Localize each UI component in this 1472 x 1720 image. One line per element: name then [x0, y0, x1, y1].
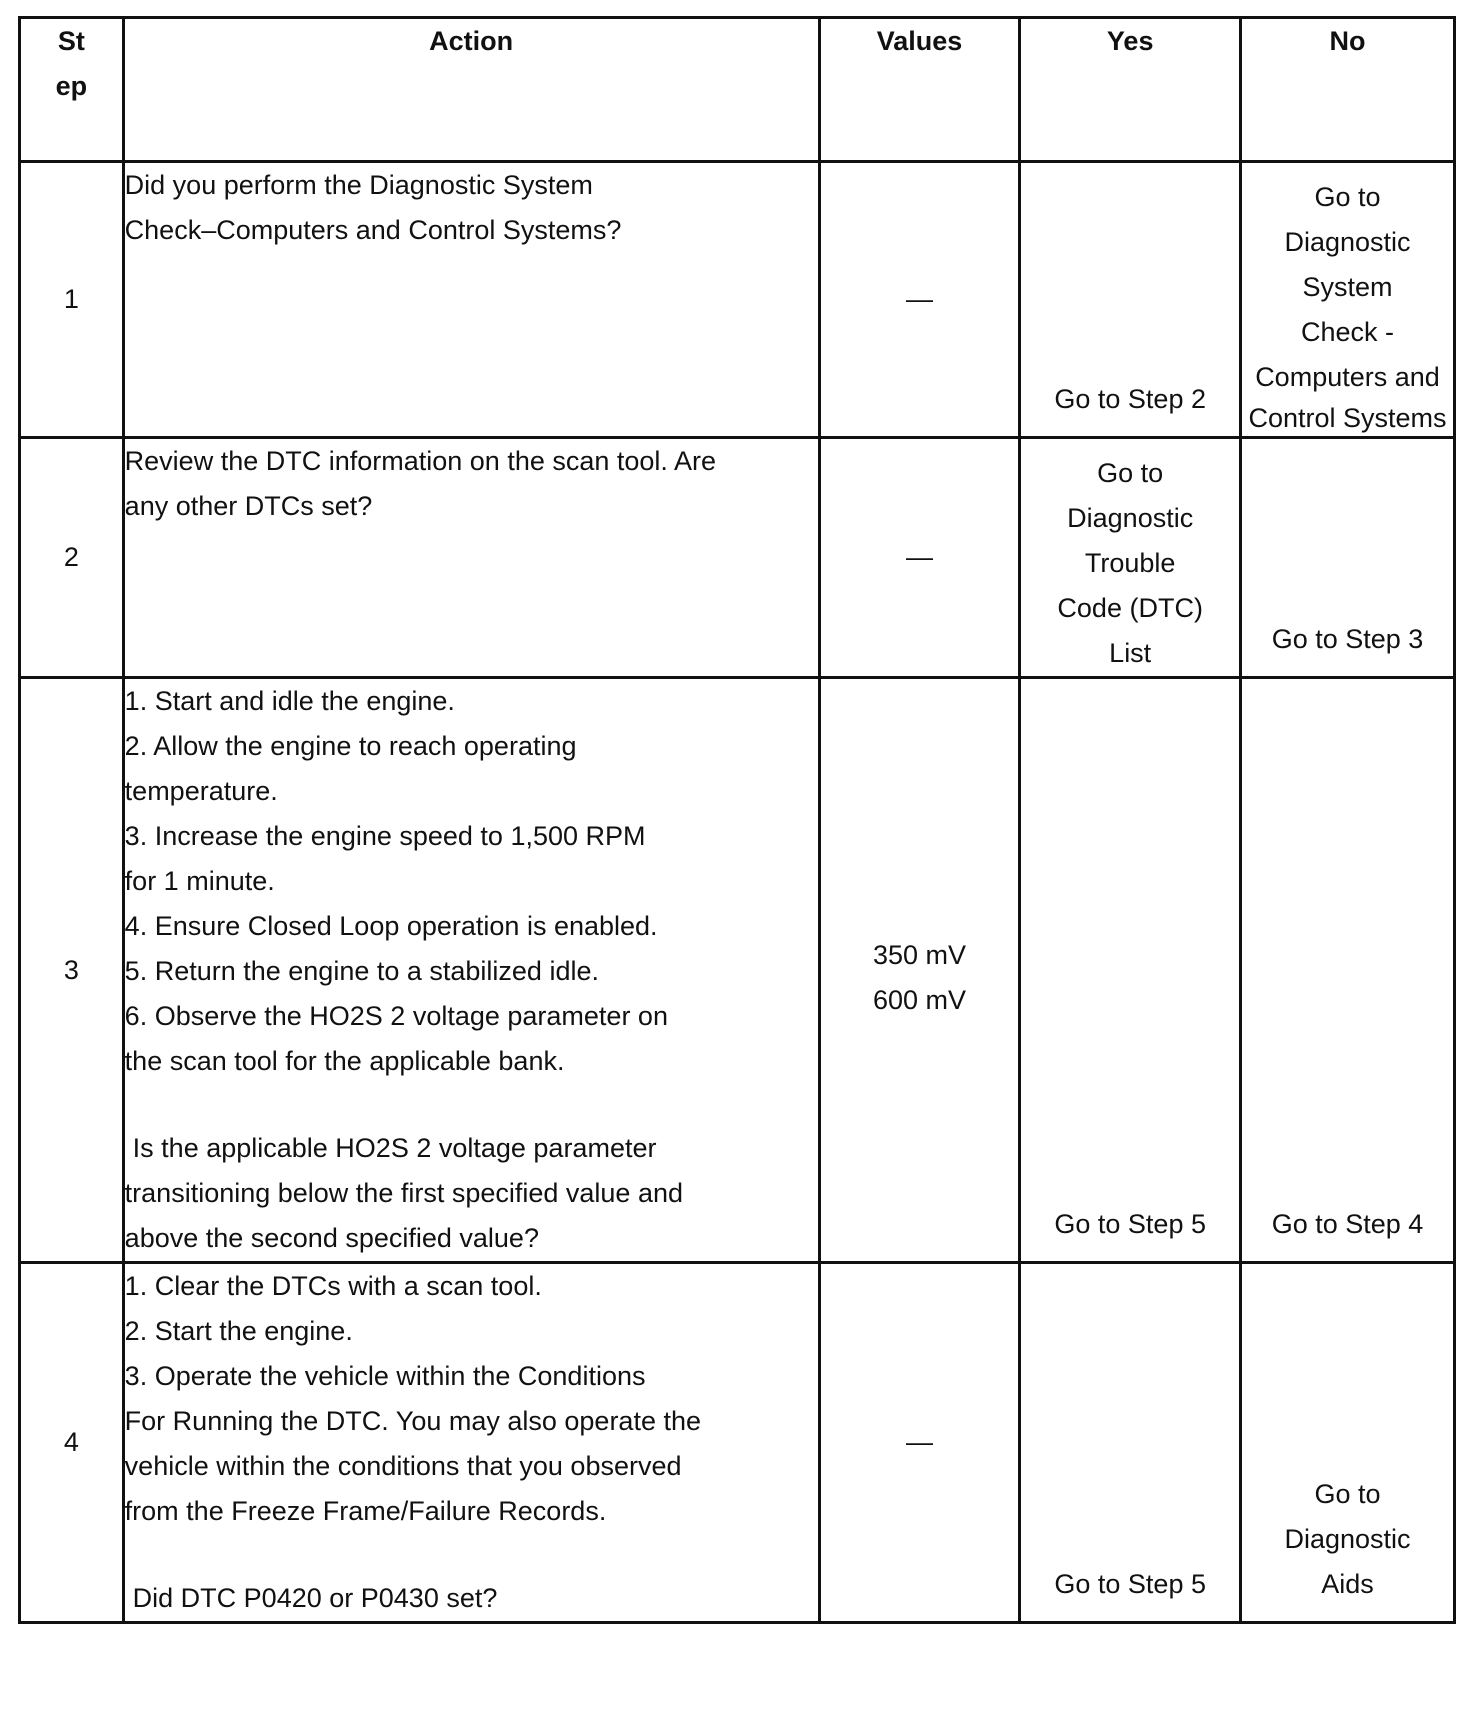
question-line: transitioning below the first specified value and — [124, 1178, 683, 1208]
header-step: St ep — [20, 18, 124, 162]
goto-link[interactable]: Go to Diagnostic System Check - Computers and Control Systems — [1248, 182, 1447, 433]
values-cell: — — [819, 438, 1020, 678]
table-row — [20, 1263, 1455, 1623]
question-line: above the second specified value? — [124, 1223, 539, 1253]
action-line: 6. Observe the HO2S 2 voltage parameter on — [124, 1001, 668, 1031]
values-cell — [819, 678, 1020, 1263]
action-line: for 1 minute. — [124, 866, 275, 896]
goto-link[interactable]: Go to Diagnostic Trouble Code (DTC) List — [1057, 458, 1203, 668]
value-low: 350 mV — [872, 940, 967, 970]
action-line: the scan tool for the applicable bank. — [124, 1046, 565, 1076]
action-cell — [123, 678, 819, 1263]
question-line: Is the applicable HO2S 2 voltage parameter — [132, 1133, 657, 1163]
values-cell: — — [819, 1263, 1020, 1623]
question-line: Did DTC P0420 or P0430 set? — [132, 1583, 498, 1613]
goto-link[interactable]: Go to Step 3 — [1271, 624, 1424, 654]
action-line: Check–Computers and Control Systems? — [124, 215, 622, 245]
action-line: For Running the DTC. You may also operate the — [124, 1406, 702, 1436]
no-cell — [1240, 678, 1454, 1263]
step-number: 1 — [20, 162, 124, 438]
action-line: Did you perform the Diagnostic System — [124, 170, 593, 200]
step-number: 3 — [20, 678, 124, 1263]
no-cell — [1240, 438, 1454, 678]
yes-cell — [1020, 162, 1241, 438]
action-line: temperature. — [124, 776, 278, 806]
action-line: 5. Return the engine to a stabilized idle. — [124, 956, 599, 986]
no-cell — [1240, 162, 1454, 438]
yes-cell — [1020, 1263, 1241, 1623]
value-high: 600 mV — [872, 985, 967, 1015]
goto-link[interactable]: Go to Step 5 — [1054, 1209, 1206, 1239]
header-yes: Yes — [1020, 18, 1241, 162]
action-line: from the Freeze Frame/Failure Records. — [124, 1496, 607, 1526]
goto-link[interactable]: Go to Step 4 — [1271, 1209, 1424, 1239]
action-line: 4. Ensure Closed Loop operation is enabled. — [124, 911, 658, 941]
step-number: 2 — [20, 438, 124, 678]
table-row — [20, 438, 1455, 678]
goto-link[interactable]: Go to Step 5 — [1054, 1569, 1206, 1599]
action-line: Review the DTC information on the scan tool. Are — [124, 446, 716, 476]
action-cell — [123, 1263, 819, 1623]
no-cell — [1240, 1263, 1454, 1623]
table-row — [20, 678, 1455, 1263]
table-row — [20, 162, 1455, 438]
goto-link[interactable]: Go to Diagnostic Aids — [1284, 1479, 1411, 1599]
action-line: vehicle within the conditions that you observed — [124, 1451, 682, 1481]
step-number: 4 — [20, 1263, 124, 1623]
action-line: 2. Start the engine. — [124, 1316, 353, 1346]
yes-cell — [1020, 438, 1241, 678]
table-header-row — [20, 18, 1455, 162]
action-line: any other DTCs set? — [124, 491, 373, 521]
action-line: 1. Start and idle the engine. — [124, 686, 455, 716]
header-no: No — [1240, 18, 1454, 162]
action-line: 2. Allow the engine to reach operating — [124, 731, 577, 761]
diagnostic-table — [18, 16, 1456, 1624]
action-line: 3. Increase the engine speed to 1,500 RPM — [124, 821, 646, 851]
action-line: 3. Operate the vehicle within the Conditions — [124, 1361, 646, 1391]
values-cell: — — [819, 162, 1020, 438]
header-action: Action — [123, 18, 819, 162]
action-cell — [123, 438, 819, 678]
goto-link[interactable]: Go to Step 2 — [1054, 384, 1206, 414]
yes-cell — [1020, 678, 1241, 1263]
action-cell — [123, 162, 819, 438]
header-values: Values — [819, 18, 1020, 162]
action-line: 1. Clear the DTCs with a scan tool. — [124, 1271, 542, 1301]
